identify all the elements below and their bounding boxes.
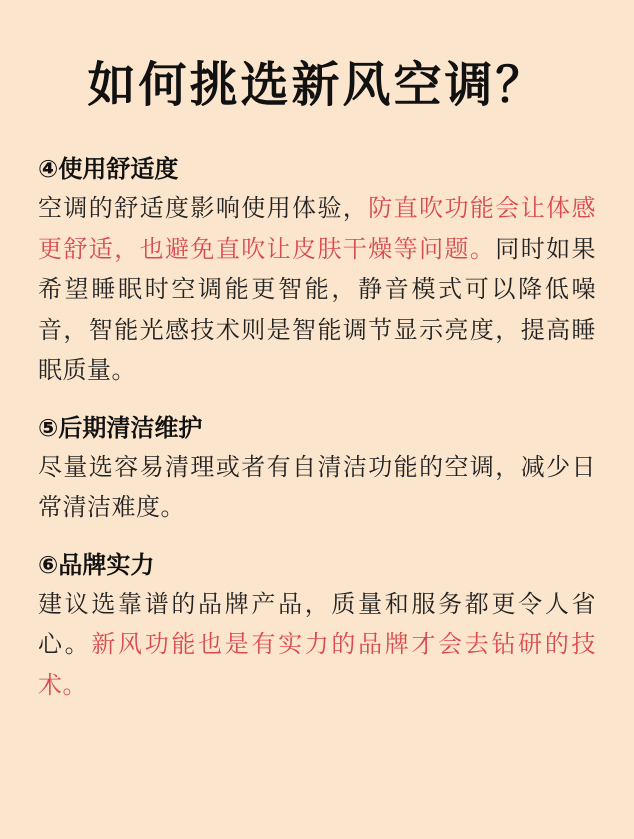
page-title: 如何挑选新风空调？ xyxy=(87,57,547,113)
text-segment: 空调的舒适度影响使用体验， xyxy=(38,194,369,222)
section-text-cleaning xyxy=(38,447,596,528)
text-segment: 尽量选容易清理或者有自清洁功能的空调，减少日常清洁难度。 xyxy=(38,452,596,521)
section-cleaning xyxy=(38,411,596,528)
section-heading-brand: ⑥品牌实力 xyxy=(38,550,155,579)
highlight-text: 防直吹功能会让体感更舒适，也避免直吹让皮肤干燥等问题。 xyxy=(38,194,597,263)
section-comfort xyxy=(38,152,596,391)
section-heading-comfort: ④使用舒适度 xyxy=(38,155,179,183)
section-text-comfort xyxy=(38,188,596,391)
highlight-text: 新风功能也是有实力的品牌才会去钻研的技术。 xyxy=(38,630,597,699)
section-brand xyxy=(38,548,596,706)
text-segment: 建议选靠谱的品牌产品，质量和服务都更令人省心。 xyxy=(38,589,596,658)
section-text-brand xyxy=(38,584,596,706)
text-segment: 同时如果希望睡眠时空调能更智能，静音模式可以降低噪音，智能光感技术则是智能调节显示亮度，提高睡眠质量。 xyxy=(38,234,597,384)
sections-container xyxy=(38,152,596,705)
section-heading-cleaning: ⑤后期清洁维护 xyxy=(38,413,203,442)
